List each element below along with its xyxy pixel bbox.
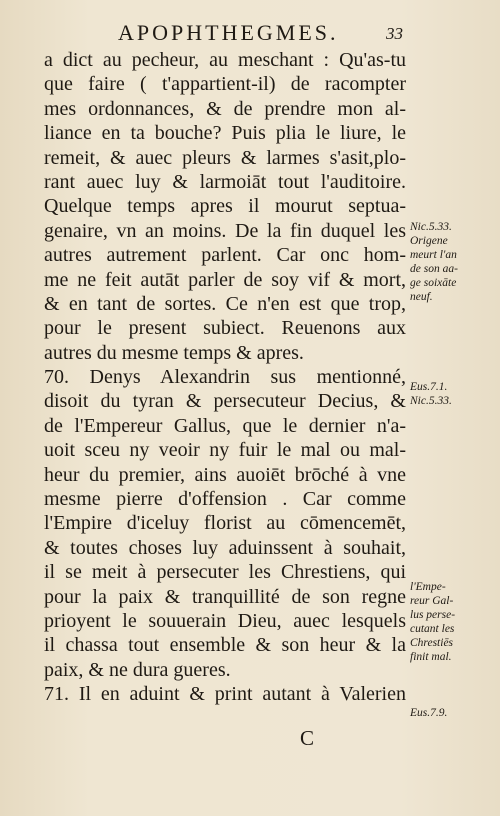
marginal-note bbox=[410, 380, 478, 408]
text-line: mesme pierre d'offension . Car comme bbox=[44, 488, 406, 511]
text-line: que faire ( t'appartient-il) de racompter bbox=[44, 73, 406, 96]
text-line: uoit sceu ny veoir ny fuir le mal ou mal- bbox=[44, 439, 406, 462]
marginal-note-line: reur Gal- bbox=[410, 595, 454, 607]
marginal-note bbox=[410, 706, 478, 720]
text-line: & en tant de sortes. Ce n'en est que trop, bbox=[44, 292, 406, 315]
marginal-note bbox=[410, 220, 478, 304]
body-text bbox=[44, 48, 406, 707]
text-line: liance en ta bouche? Puis plia le liure, le bbox=[44, 122, 406, 145]
marginal-note-line: l'Empe- bbox=[410, 581, 446, 593]
text-line: l'Empire d'iceluy florist au cōmencemēt, bbox=[44, 512, 406, 535]
marginal-note-line: meurt l'an bbox=[410, 249, 457, 261]
page-number: 33 bbox=[386, 24, 403, 43]
text-line: genaire, vn an moins. De la fin duquel les bbox=[44, 219, 406, 242]
text-line: rant auec luy & larmoiāt tout l'auditoire. bbox=[44, 170, 406, 193]
marginal-note-line: cutant les bbox=[410, 623, 455, 635]
text-line: autres du mesme temps & apres. bbox=[44, 341, 304, 364]
text-line: il chassa tout ensemble & son heur & la bbox=[44, 634, 406, 657]
text-line: 70. Denys Alexandrin sus mentionné, bbox=[44, 366, 406, 389]
page-header bbox=[0, 20, 500, 50]
marginal-note-line: neuf. bbox=[410, 291, 433, 303]
text-line: a dict au pecheur, au meschant : Qu'as-tu bbox=[44, 49, 406, 71]
marginal-note-line: Nic.5.33. bbox=[410, 395, 452, 407]
marginal-note-line: ge soixāte bbox=[410, 277, 457, 289]
text-line: paix, & ne dura gueres. bbox=[44, 658, 231, 681]
text-line: mes ordonnances, & de prendre mon al- bbox=[44, 97, 406, 120]
text-line: il se meit à persecuter les Chrestiens, qui bbox=[44, 561, 406, 584]
text-line: & toutes choses luy aduinssent à souhait, bbox=[44, 536, 406, 559]
catchword: C bbox=[300, 726, 315, 750]
text-line: Quelque temps apres il mourut septua- bbox=[44, 195, 406, 218]
marginal-note-line: Eus.7.1. bbox=[410, 381, 448, 393]
text-line: de l'Empereur Gallus, que le dernier n'a- bbox=[44, 414, 406, 437]
marginal-note-line: Eus.7.9. bbox=[410, 707, 448, 719]
marginal-note-line: Nic.5.33. bbox=[410, 221, 452, 233]
marginal-note-line: Origene bbox=[410, 235, 448, 247]
text-line: heur du premier, ains auoiēt brōché à vne bbox=[44, 463, 406, 486]
running-title: APOPHTHEGMES. bbox=[118, 20, 339, 45]
text-line: me ne feit autāt parler de soy vif & mort, bbox=[44, 268, 406, 291]
text-line: autres autrement parlent. Car onc hom- bbox=[44, 244, 406, 267]
marginal-note bbox=[410, 580, 478, 664]
marginal-note-line: finit mal. bbox=[410, 651, 452, 663]
text-line: remeit, & auec pleurs & larmes s'asit,plo- bbox=[44, 146, 406, 169]
text-line: 71. Il en aduint & print autant à Valerien bbox=[44, 683, 406, 706]
marginal-note-line: Chrestiēs bbox=[410, 637, 454, 649]
text-line: pour le present subiect. Reuenons aux bbox=[44, 317, 406, 340]
marginal-note-line: de son aa- bbox=[410, 263, 458, 275]
text-line: pour la paix & tranquillité de son regne bbox=[44, 585, 406, 608]
text-line: prioyent le souuerain Dieu, auec lesquels bbox=[44, 609, 406, 632]
marginal-note-line: lus perse- bbox=[410, 609, 456, 621]
text-line: disoit du tyran & persecuteur Decius, & bbox=[44, 390, 406, 413]
